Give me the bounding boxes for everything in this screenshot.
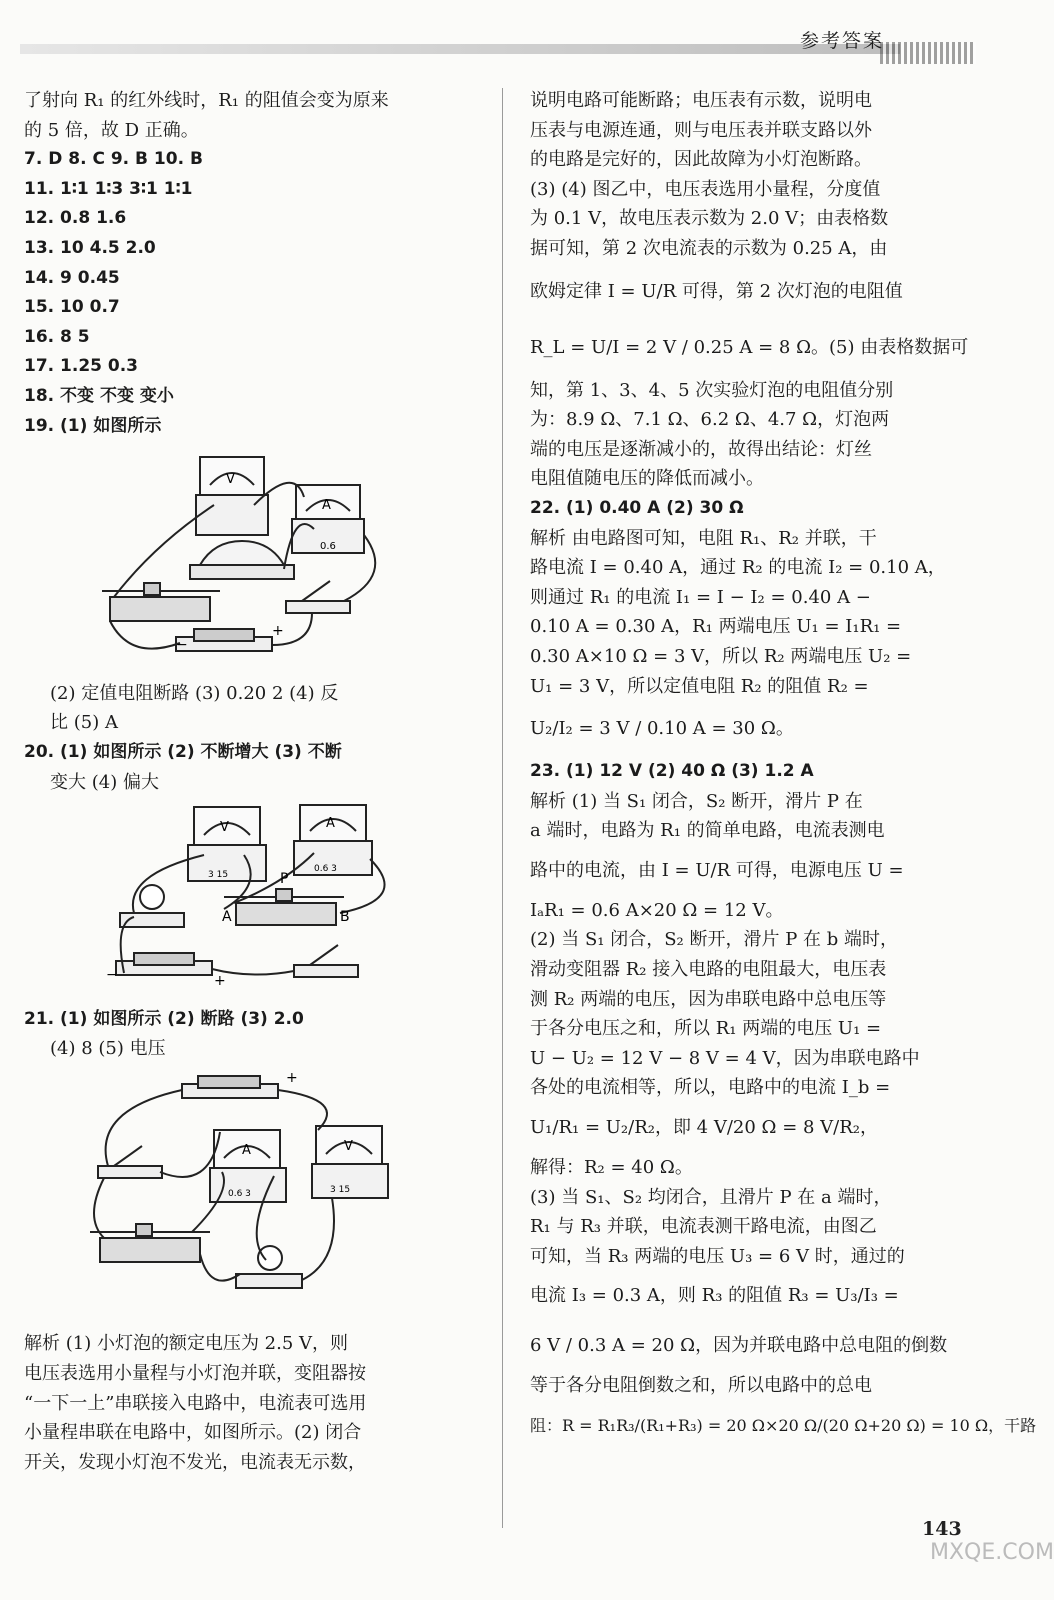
text-line: 压表与电源连通，则与电压表并联支路以外 — [530, 119, 872, 141]
answer-21-cont: (4) 8 (5) 电压 — [50, 1038, 166, 1060]
answer-7-10: 7. D 8. C 9. B 10. B — [24, 149, 203, 170]
text-line: 的电路是完好的，因此故障为小灯泡断路。 — [530, 149, 872, 171]
fig19-scale-label: 0.6 — [320, 541, 336, 553]
answer-22: 22. (1) 0.40 A (2) 30 Ω — [530, 497, 744, 518]
header-stripes — [880, 42, 976, 64]
header-band — [20, 44, 900, 54]
answer-19-parts: (2) 定值电阻断路 (3) 0.20 2 (4) 反 — [50, 682, 339, 704]
fig20-a-label: A — [222, 909, 232, 926]
fig20-scale06: 0.6 3 — [314, 864, 337, 875]
column-divider — [502, 88, 503, 1528]
fig21-scale06: 0.6 3 — [228, 1188, 251, 1199]
answer-14: 14. 9 0.45 — [24, 267, 120, 288]
text-line: R_L = U/I = 2 V / 0.25 A = 8 Ω。(5) 由表格数据可 — [530, 336, 969, 358]
fig20-p-label: P — [280, 871, 289, 888]
text-line: 的 5 倍，故 D 正确。 — [24, 119, 199, 141]
text-line: IₐR₁ = 0.6 A×20 Ω = 12 V。 — [530, 899, 784, 921]
answer-13: 13. 10 4.5 2.0 — [24, 237, 156, 258]
fig19-volt-label: V — [226, 472, 235, 488]
text-line: (2) 当 S₁ 闭合，S₂ 断开，滑片 P 在 b 端时， — [530, 929, 898, 951]
text-line: U₁/R₁ = U₂/R₂，即 4 V/20 Ω = 8 V/R₂， — [530, 1117, 879, 1139]
fig20-pos-label: + — [214, 973, 226, 990]
text-line: 可知，当 R₃ 两端的电压 U₃ = 6 V 时，通过的 — [530, 1245, 905, 1267]
fig19-pos-label: + — [272, 623, 284, 640]
text-line: R₁ 与 R₃ 并联，电流表测干路电流，由图乙 — [530, 1216, 877, 1238]
answer-12: 12. 0.8 1.6 — [24, 208, 127, 229]
answer-21: 21. (1) 如图所示 (2) 断路 (3) 2.0 — [24, 1008, 304, 1029]
fig21-amp-label: A — [242, 1142, 251, 1158]
analysis-line: 电压表选用小量程与小灯泡并联，变阻器按 — [24, 1363, 366, 1385]
answer-15: 15. 10 0.7 — [24, 297, 120, 318]
text-line: 路电流 I = 0.40 A，通过 R₂ 的电流 I₂ = 0.10 A， — [530, 557, 946, 579]
text-line: 端的电压是逐渐减小的，故得出结论：灯丝 — [530, 438, 872, 460]
circuit-figure-21 — [24, 1068, 492, 1316]
text-line: 知，第 1、3、4、5 次实验灯泡的电阻值分别 — [530, 379, 894, 401]
text-line: 电阻值随电压的降低而减小。 — [530, 468, 764, 490]
text-line: 0.30 A×10 Ω = 3 V，所以 R₂ 两端电压 U₂ = — [530, 645, 912, 667]
text-line: 路中的电流，由 I = U/R 可得，电源电压 U = — [530, 859, 904, 881]
text-line: 了射向 R₁ 的红外线时，R₁ 的阻值会变为原来 — [24, 90, 389, 111]
text-line: 则通过 R₁ 的电流 I₁ = I − I₂ = 0.40 A − — [530, 586, 871, 608]
text-line: a 端时，电路为 R₁ 的简单电路，电流表测电 — [530, 820, 885, 842]
text-line: 于各分电压之和，所以 R₁ 两端的电压 U₁ = — [530, 1018, 882, 1040]
fig20-b-label: B — [340, 909, 350, 926]
fig20-scale3: 3 15 — [208, 870, 229, 881]
text-line: 解析 (1) 当 S₁ 闭合，S₂ 断开，滑片 P 在 — [530, 790, 863, 812]
answer-16: 16. 8 5 — [24, 326, 90, 347]
answer-18: 18. 不变 不变 变小 — [24, 385, 174, 406]
text-line: 解析 由电路图可知，电阻 R₁、R₂ 并联，干 — [530, 527, 877, 549]
circuit-figure-19 — [24, 445, 492, 665]
text-line: 据可知，第 2 次电流表的示数为 0.25 A，由 — [530, 237, 888, 259]
text-line: 说明电路可能断路；电压表有示数，说明电 — [530, 90, 872, 111]
fig20-amp-label: A — [326, 816, 335, 832]
text-line: 测 R₂ 两端的电压，因为串联电路中总电压等 — [530, 988, 887, 1010]
page-header-title: 参考答案 — [800, 30, 885, 52]
text-line: 6 V / 0.3 A = 20 Ω，因为并联电路中总电阻的倒数 — [530, 1335, 948, 1357]
text-line: 欧姆定律 I = U/R 可得，第 2 次灯泡的电阻值 — [530, 280, 903, 302]
fig20-neg-label: − — [106, 967, 118, 984]
text-line: 等于各分电阻倒数之和，所以电路中的总电 — [530, 1375, 872, 1397]
answer-20-cont: 变大 (4) 偏大 — [50, 771, 159, 793]
fig19-neg-label: − — [176, 637, 188, 654]
answer-11: 11. 1∶1 1∶3 3∶1 1∶1 — [24, 178, 193, 199]
text-line: 阻：R = R₁R₃/(R₁+R₃) = 20 Ω×20 Ω/(20 Ω+20 Ω) = 10 Ω，干路 — [530, 1416, 1037, 1435]
answer-23: 23. (1) 12 V (2) 40 Ω (3) 1.2 A — [530, 761, 814, 782]
answer-19: 19. (1) 如图所示 — [24, 415, 162, 436]
fig20-volt-label: V — [220, 820, 229, 836]
right-column — [530, 86, 1037, 1451]
text-line: U₁ = 3 V，所以定值电阻 R₂ 的阻值 R₂ = — [530, 675, 869, 697]
fig21-pos-label: + — [286, 1069, 298, 1086]
text-line: 电流 I₃ = 0.3 A，则 R₃ 的阻值 R₃ = U₃/I₃ = — [530, 1285, 899, 1307]
text-line: (3) (4) 图乙中，电压表选用小量程，分度值 — [530, 178, 881, 200]
answer-20: 20. (1) 如图所示 (2) 不断增大 (3) 不断 — [24, 741, 342, 762]
text-line: 为 0.1 V，故电压表示数为 2.0 V；由表格数 — [530, 208, 889, 230]
fig21-volt-label: V — [344, 1138, 353, 1154]
text-line: 滑动变阻器 R₂ 接入电路的电阻最大，电压表 — [530, 959, 887, 981]
analysis-line: 开关，发现小灯泡不发光，电流表无示数， — [24, 1451, 366, 1473]
text-line: (3) 当 S₁、S₂ 均闭合，且滑片 P 在 a 端时， — [530, 1186, 892, 1208]
left-column — [24, 86, 492, 1477]
answer-17: 17. 1.25 0.3 — [24, 356, 139, 377]
fig21-scale3: 3 15 — [330, 1184, 351, 1195]
text-line: 解得：R₂ = 40 Ω。 — [530, 1157, 693, 1179]
fig19-amp-label: A — [322, 498, 331, 514]
page-number: 143 — [922, 1518, 962, 1540]
analysis-line: 解析 (1) 小灯泡的额定电压为 2.5 V，则 — [24, 1333, 349, 1355]
circuit-figure-20 — [24, 801, 492, 991]
text-line: 0.10 A = 0.30 A，R₁ 两端电压 U₁ = I₁R₁ = — [530, 616, 902, 638]
text-line: 各处的电流相等，所以，电路中的电流 I_b = — [530, 1077, 891, 1099]
text-line: 为：8.9 Ω、7.1 Ω、6.2 Ω、4.7 Ω，灯泡两 — [530, 409, 890, 431]
text-line: U − U₂ = 12 V − 8 V = 4 V，因为串联电路中 — [530, 1047, 920, 1069]
analysis-line: 小量程串联在电路中，如图所示。(2) 闭合 — [24, 1422, 362, 1444]
answer-19-parts-cont: 比 (5) A — [50, 712, 118, 734]
text-line: U₂/I₂ = 3 V / 0.10 A = 30 Ω。 — [530, 718, 794, 740]
watermark: MXQE.COM — [930, 1540, 1054, 1565]
analysis-line: “一下一上”串联接入电路中，电流表可选用 — [24, 1392, 367, 1414]
